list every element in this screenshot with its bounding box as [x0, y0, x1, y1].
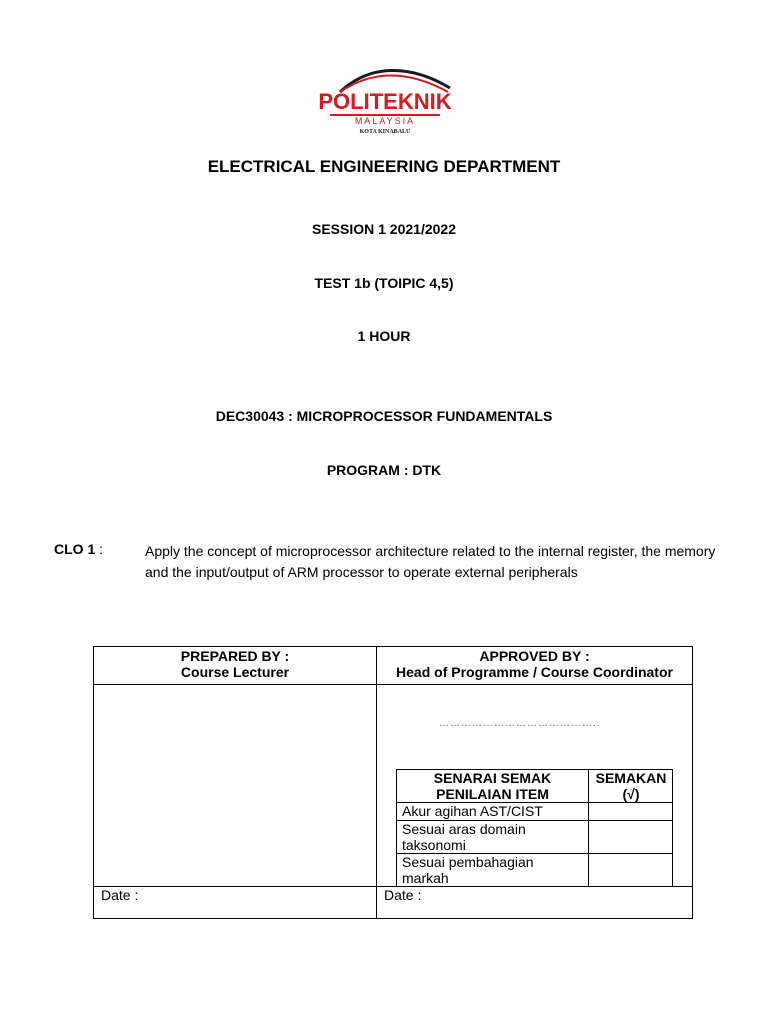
- approved-by-header: [377, 648, 692, 680]
- checklist-header-line1: SENARAI SEMAK: [433, 770, 552, 786]
- logo-country-text: MALAYSIA: [354, 116, 416, 126]
- clo-number: CLO 1: [54, 541, 96, 557]
- clo-description: Apply the concept of microprocessor architecture related to the internal register, the memory and the input/output of ARM processor to operate external peripherals: [145, 543, 716, 580]
- check-header-line1: SEMAKAN: [595, 770, 667, 786]
- checklist-row-text: Akur agihan AST/CIST: [402, 803, 543, 819]
- checklist-row: [402, 821, 582, 853]
- session-label: SESSION 1 2021/2022: [312, 221, 456, 237]
- prepared-by-role: Course Lecturer: [180, 664, 290, 680]
- test-label: TEST 1b (TOIPIC 4,5): [314, 275, 454, 291]
- checklist-check-header: [589, 770, 673, 802]
- prepared-date-label: Date :: [101, 887, 139, 903]
- checklist-row-text: Sesuai pembahagian: [402, 854, 534, 870]
- checklist-header-line2: PENILAIAN ITEM: [436, 786, 549, 802]
- checklist-row: [402, 854, 582, 886]
- checklist-row: [402, 803, 582, 819]
- checklist-table: [396, 769, 673, 887]
- approved-date-label: Date :: [384, 887, 422, 903]
- logo-campus-text: KOTA KINABALU: [359, 129, 411, 135]
- politeknik-logo: [300, 62, 470, 142]
- department-title: ELECTRICAL ENGINEERING DEPARTMENT: [207, 157, 561, 176]
- check-header-line2: (√): [622, 786, 640, 802]
- approved-by-role: Head of Programme / Course Coordinator: [396, 664, 673, 680]
- checklist-row-text: markah: [402, 870, 449, 886]
- clo-separator: :: [99, 541, 104, 557]
- signature-line: ……………………………………..: [439, 718, 601, 729]
- checklist-row-text: Sesuai aras domain: [402, 821, 526, 837]
- checklist-row-text: taksonomi: [402, 837, 466, 853]
- duration-label: 1 HOUR: [357, 328, 411, 344]
- prepared-by-header: [94, 648, 376, 680]
- logo-brand-text: POLITEKNIK: [318, 89, 452, 114]
- approval-table: [93, 646, 693, 919]
- program-label: PROGRAM : DTK: [326, 462, 442, 478]
- approved-by-title: APPROVED BY :: [479, 648, 590, 664]
- clo-label: [54, 541, 103, 557]
- course-label: DEC30043 : MICROPROCESSOR FUNDAMENTALS: [215, 408, 553, 424]
- prepared-by-title: PREPARED BY :: [180, 648, 290, 664]
- checklist-item-header: [397, 770, 588, 802]
